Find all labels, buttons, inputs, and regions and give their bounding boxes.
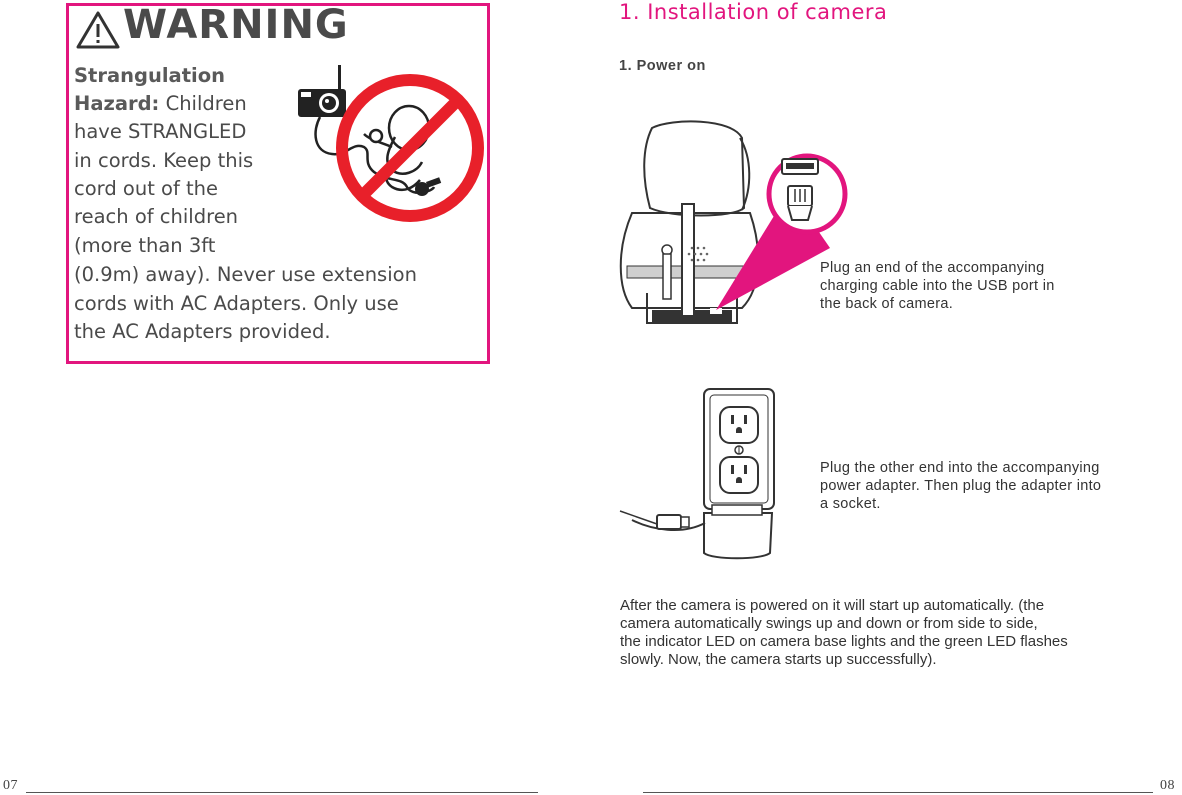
warning-hazard-label: Hazard: — [74, 92, 160, 115]
after-text-line-4: slowly. Now, the camera starts up successfully). — [620, 651, 937, 668]
after-text-line-2: camera automatically swings up and down or from side to side, — [620, 615, 1038, 632]
instruction-1-line-3: the back of camera. — [820, 296, 954, 312]
warning-line-10: the AC Adapters provided. — [74, 320, 331, 343]
section-title: 1. Installation of camera — [619, 0, 888, 24]
warning-children-text: Children — [159, 92, 247, 115]
camera-rear-icon — [612, 118, 852, 333]
power-adapter-icon — [610, 505, 620, 515]
warning-line-5: cord out of the — [74, 177, 219, 200]
warning-line-9: cords with AC Adapters. Only use — [74, 292, 399, 315]
page-number-right: 08 — [1160, 778, 1175, 793]
after-text-line-1: After the camera is powered on it will start up automatically. (the — [620, 597, 1045, 614]
instruction-2-line-2: power adapter. Then plug the adapter into — [820, 478, 1102, 494]
step-title: 1. Power on — [619, 58, 706, 74]
warning-triangle-icon — [75, 10, 121, 50]
footer-rule-left — [26, 792, 538, 793]
strangulation-hazard-icon — [292, 62, 484, 232]
warning-line-6: reach of children — [74, 205, 239, 228]
instruction-1-line-1: Plug an end of the accompanying — [820, 260, 1045, 276]
instruction-1-line-2: charging cable into the USB port in — [820, 278, 1055, 294]
warning-line-1: Strangulation — [74, 64, 225, 87]
warning-title: WARNING — [123, 2, 349, 48]
warning-line-8: (0.9m) away). Never use extension — [74, 263, 417, 286]
warning-line-4: in cords. Keep this — [74, 149, 254, 172]
after-text-line-3: the indicator LED on camera base lights and the green LED flashes — [620, 633, 1068, 650]
warning-line-3: have STRANGLED — [74, 120, 247, 143]
page-number-left: 07 — [3, 778, 18, 793]
warning-line-7: (more than 3ft — [74, 234, 216, 257]
footer-rule-right — [643, 792, 1153, 793]
power-outlet-icon — [612, 385, 812, 565]
instruction-2-line-3: a socket. — [820, 496, 881, 512]
warning-line-2 — [74, 91, 247, 117]
instruction-2-line-1: Plug the other end into the accompanying — [820, 460, 1100, 476]
